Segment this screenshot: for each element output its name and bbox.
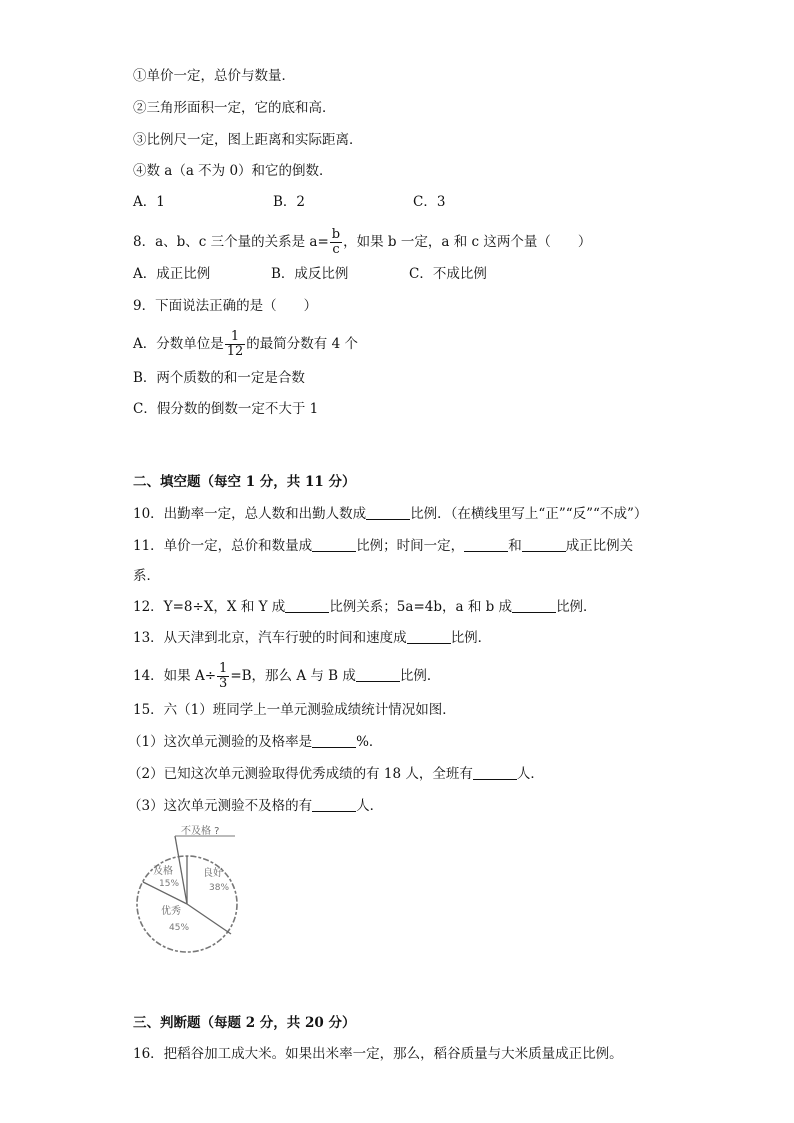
q9-option-a-post: 的最简分数有 4 个	[246, 336, 358, 352]
q8-stem	[133, 228, 591, 257]
q15-part-3	[128, 796, 383, 816]
q8-option-c: C．不成比例	[409, 266, 487, 282]
q9-fraction	[225, 330, 246, 359]
q15-answer-blank-1[interactable]	[312, 733, 356, 748]
q7-item-4: ④数 a（a 不为 0）和它的倒数．	[133, 163, 333, 179]
q15-part-2	[128, 764, 544, 784]
q7-options	[133, 192, 445, 212]
q14-fraction	[217, 662, 229, 691]
q8-fraction	[330, 228, 342, 257]
q8-options	[133, 264, 487, 284]
q9-stem: 9．下面说法正确的是（ ）	[133, 298, 318, 314]
pie-label-pass-pct: 15%	[159, 879, 180, 889]
q15-answer-blank-2[interactable]	[473, 765, 517, 780]
q14-fraction-numerator: 1	[219, 661, 228, 676]
q10-answer-blank[interactable]	[366, 505, 410, 520]
q15-answer-blank-3[interactable]	[312, 797, 356, 812]
q14-fraction-denominator: 3	[219, 676, 228, 691]
q14-pre: 14．如果 A÷	[133, 668, 217, 684]
q7-item-1: ①单价一定，总价与数量．	[133, 68, 295, 84]
q14	[133, 662, 440, 691]
q11-part-a: 11．单价一定，总价和数量成	[133, 538, 313, 554]
q11	[133, 536, 633, 556]
q14-end: 比例．	[399, 668, 441, 684]
q13	[133, 628, 491, 648]
q7-option-b: B．2	[273, 194, 306, 210]
q7-option-a: A．1	[133, 194, 165, 210]
q14-answer-blank[interactable]	[356, 667, 400, 682]
q15-part-3-pre: （3）这次单元测验不及格的有	[128, 798, 313, 814]
q13-answer-blank[interactable]	[407, 629, 451, 644]
q10	[133, 504, 647, 524]
q14-post: =B，那么 A 与 B 成	[230, 668, 356, 684]
pie-label-pass: 及格	[153, 866, 173, 877]
section3-heading: 三、判断题（每题 2 分，共 20 分）	[133, 1015, 356, 1031]
score-pie-svg	[135, 822, 255, 962]
q9-fraction-numerator: 1	[230, 329, 240, 344]
q15-part-2-pre: （2）已知这次单元测验取得优秀成绩的有 18 人，全班有	[128, 766, 473, 782]
q7-item-2: ②三角形面积一定，它的底和高．	[133, 100, 336, 116]
q15-part-1-pre: （1）这次单元测验的及格率是	[128, 734, 313, 750]
q12-part-b: 比例关系；5a=4b，a 和 b 成	[329, 599, 513, 615]
q12-part-c: 比例．	[556, 599, 597, 615]
pie-label-good-pct: 38%	[209, 883, 230, 893]
q12-answer-blank-2[interactable]	[512, 598, 556, 613]
q8-option-a: A．成正比例	[133, 266, 211, 282]
q11-answer-blank-1[interactable]	[312, 537, 356, 552]
q15-part-2-post: 人．	[516, 766, 544, 782]
pie-label-excellent: 优秀	[161, 906, 181, 917]
q15-part-1	[128, 732, 382, 752]
q8-option-b: B．成反比例	[271, 266, 349, 282]
score-pie-chart	[135, 822, 255, 962]
q12-answer-blank-1[interactable]	[285, 598, 329, 613]
q12-part-a: 12．Y=8÷X，X 和 Y 成	[133, 599, 286, 615]
q11-answer-blank-3[interactable]	[522, 537, 566, 552]
pie-divider-4	[187, 904, 231, 934]
q7-item-3: ③比例尺一定，图上距离和实际距离．	[133, 132, 363, 148]
pie-label-fail: 不及格 ?	[181, 826, 220, 837]
q11-part-d: 成正比例关	[565, 538, 634, 554]
q15-part-3-post: 人．	[356, 798, 384, 814]
q13-post: 比例．	[450, 630, 492, 646]
q9-option-a	[133, 330, 358, 359]
pie-label-excellent-pct: 45%	[169, 923, 190, 933]
q11-part-b: 比例；时间一定，	[356, 538, 465, 554]
q7-option-c: C．3	[413, 194, 446, 210]
q11-answer-blank-2[interactable]	[464, 537, 508, 552]
q9-option-a-pre: A．分数单位是	[133, 336, 224, 352]
pie-divider-2	[175, 836, 187, 904]
q8-stem-pre: 8．a、b、c 三个量的关系是 a=	[133, 234, 329, 250]
q8-fraction-numerator: b	[331, 227, 341, 242]
q10-post: 比例．（在横线里写上“正”“反”“不成”）	[410, 506, 648, 522]
section2-heading: 二、填空题（每空 1 分，共 11 分）	[133, 474, 356, 490]
q10-pre: 10．出勤率一定，总人数和出勤人数成	[133, 506, 367, 522]
q11-continuation: 系．	[133, 568, 160, 584]
q15-part-1-post: %．	[356, 734, 383, 750]
q8-stem-post: ，如果 b 一定，a 和 c 这两个量（ ）	[343, 234, 592, 250]
q15-stem: 15．六（1）班同学上一单元测验成绩统计情况如图．	[133, 702, 456, 718]
q13-pre: 13．从天津到北京，汽车行驶的时间和速度成	[133, 630, 407, 646]
pie-label-good: 良好	[203, 868, 223, 879]
q11-part-c: 和	[508, 538, 522, 554]
q9-option-c: C．假分数的倒数一定不大于 1	[133, 401, 319, 417]
q12	[133, 597, 597, 617]
q16: 16．把稻谷加工成大米。如果出米率一定，那么，稻谷质量与大米质量成正比例。	[133, 1046, 623, 1062]
q9-fraction-denominator: 12	[226, 344, 244, 359]
q8-fraction-denominator: c	[330, 242, 342, 257]
q9-option-b: B．两个质数的和一定是合数	[133, 370, 305, 386]
